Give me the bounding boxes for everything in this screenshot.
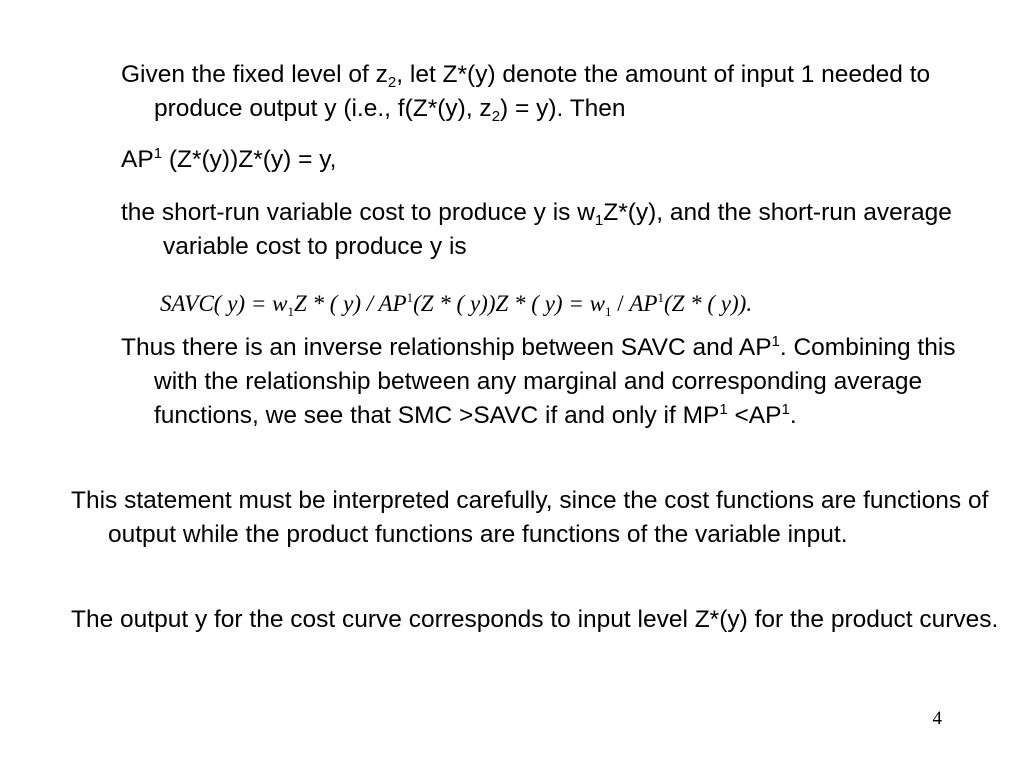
text: Z*(y), and the short-run average variable cost to produce y is [163, 199, 952, 260]
text: . [789, 402, 797, 429]
paragraph-ap-equation [121, 143, 1004, 177]
subscript: 1 [594, 212, 604, 229]
formula-term: AP [629, 291, 658, 316]
subscript: 2 [387, 74, 397, 91]
text: <AP [727, 402, 782, 429]
subscript: 2 [491, 108, 501, 125]
formula-superscript: 1 [657, 290, 664, 305]
text: (Z*(y))Z*(y) = y, [162, 146, 337, 173]
text: AP [121, 146, 154, 173]
paragraph-interpret-carefully: This statement must be interpreted carefully, since the cost functions are functions of output while the product functions are functions of the variable input. [71, 487, 989, 548]
paragraph-given-fixed-level [121, 58, 1004, 126]
text: , let Z*(y) denote the amount of input 1 needed to produce output y (i.e., f(Z*(y), z [154, 61, 931, 122]
formula-subscript: 1 [604, 304, 612, 319]
formula-term: / [611, 291, 630, 316]
savc-formula [160, 278, 900, 318]
superscript: 1 [771, 333, 780, 350]
formula-subscript: 1 [287, 304, 294, 319]
formula-term: Z * ( y) / [293, 291, 379, 316]
formula-term: (Z * ( y)). [663, 291, 753, 316]
superscript: 1 [719, 401, 728, 418]
text: . Combining this with the relationship between any marginal and corresponding average functions, we see that SMC >SAVC if and only if MP [154, 334, 956, 429]
text: ) = y). Then [500, 95, 626, 122]
formula-term: w [589, 291, 605, 316]
paragraph-short-run-cost [121, 196, 1004, 264]
text: Thus there is an inverse relationship between SAVC and AP [121, 334, 772, 361]
formula-term: ( y) = [213, 291, 273, 316]
superscript: 1 [781, 401, 790, 418]
formula-superscript: 1 [406, 290, 414, 305]
superscript: 1 [153, 145, 163, 162]
formula-term: SAVC [160, 291, 214, 316]
page-number: 4 [932, 708, 942, 729]
text: the short-run variable cost to produce y is w [121, 199, 595, 226]
text: Given the fixed level of z [121, 61, 388, 88]
formula-term: w [272, 291, 288, 316]
formula-term: (Z * ( y))Z * ( y) = [413, 291, 590, 316]
paragraph-output-y: The output y for the cost curve corresponds to input level Z*(y) for the product curves. [71, 606, 999, 633]
paragraph-inverse-relationship [121, 331, 1004, 433]
formula-term: AP [378, 291, 407, 316]
